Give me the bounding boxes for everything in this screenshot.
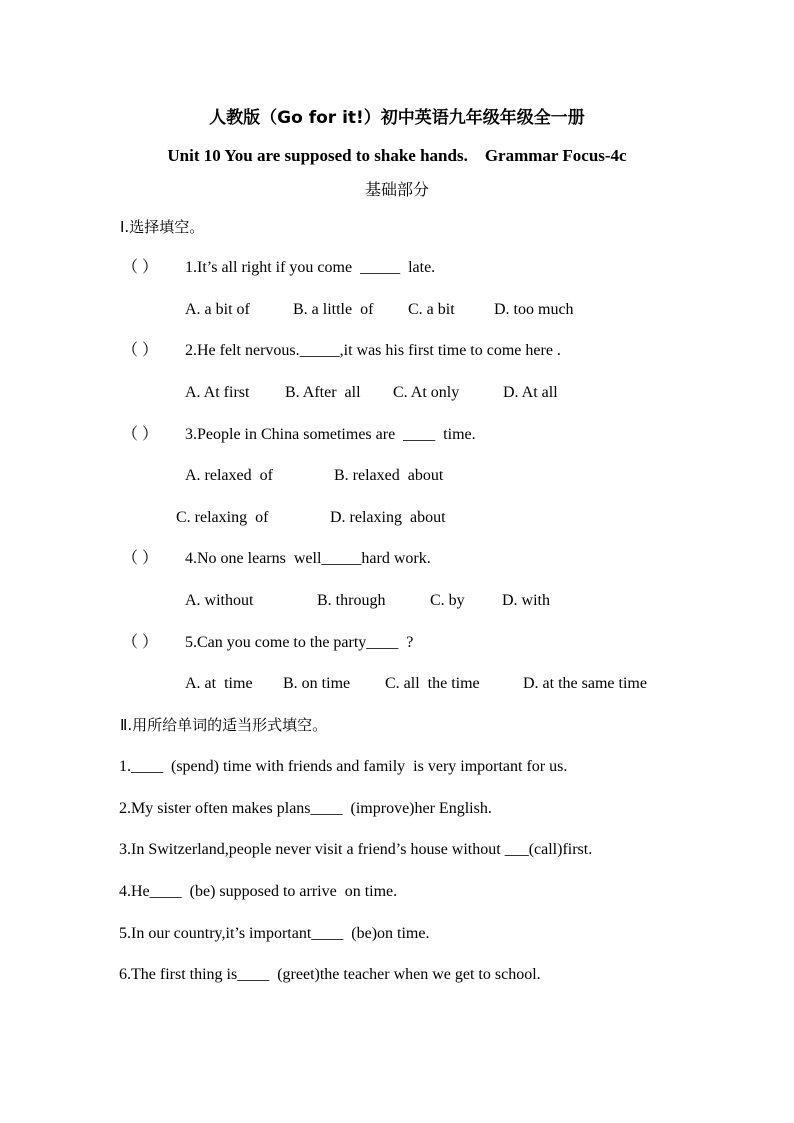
q1-option-a: A. a bit of xyxy=(185,301,250,318)
fill-item-5: 5.In our country,it’s important____ (be)on time. xyxy=(119,925,430,942)
fill-item-3: 3.In Switzerland,people never visit a friend’s house without ___(call)first. xyxy=(119,841,593,858)
q2-option-d: D. At all xyxy=(503,384,558,401)
q1-option-b: B. a little of xyxy=(293,301,374,318)
q2-option-a: A. At first xyxy=(185,384,250,401)
answer-paren: （ ） xyxy=(122,259,159,276)
q2-option-b: B. After all xyxy=(285,384,361,401)
q3-option-a: A. relaxed of xyxy=(185,467,273,484)
q3-option-d: D. relaxing about xyxy=(330,509,446,526)
fill-item-1: 1.____ (spend) time with friends and family is very important for us. xyxy=(119,758,568,775)
q3-option-b: B. relaxed about xyxy=(334,467,444,484)
answer-paren: （ ） xyxy=(122,634,159,651)
answer-paren: （ ） xyxy=(122,426,159,443)
section-1-heading: Ⅰ.选择填空。 xyxy=(120,218,205,236)
question-2: 2.He felt nervous._____,it was his first time to come here . xyxy=(185,342,561,359)
q1-option-d: D. too much xyxy=(494,301,574,318)
unit-title: Unit 10 You are supposed to shake hands. Grammar Focus-4c xyxy=(167,146,627,165)
q5-option-c: C. all the time xyxy=(385,675,480,692)
q4-option-b: B. through xyxy=(317,592,386,609)
q4-option-d: D. with xyxy=(502,592,550,609)
q4-option-a: A. without xyxy=(185,592,254,609)
q1-option-c: C. a bit xyxy=(408,301,455,318)
question-5: 5.Can you come to the party____ ? xyxy=(185,634,414,651)
question-4: 4.No one learns well_____hard work. xyxy=(185,550,431,567)
question-1: 1.It’s all right if you come _____ late. xyxy=(185,259,436,276)
fill-item-6: 6.The first thing is____ (greet)the teacher when we get to school. xyxy=(119,966,541,983)
q2-option-c: C. At only xyxy=(393,384,460,401)
page-title: 人教版（Go for it!）初中英语九年级年级全一册 xyxy=(209,108,585,128)
part-title: 基础部分 xyxy=(364,180,429,199)
fill-item-2: 2.My sister often makes plans____ (improve)her English. xyxy=(119,800,492,817)
answer-paren: （ ） xyxy=(122,342,159,359)
fill-item-4: 4.He____ (be) supposed to arrive on time. xyxy=(119,883,398,900)
section-2-heading: Ⅱ.用所给单词的适当形式填空。 xyxy=(120,716,328,734)
q4-option-c: C. by xyxy=(430,592,465,609)
q3-option-c: C. relaxing of xyxy=(176,509,269,526)
question-3: 3.People in China sometimes are ____ time. xyxy=(185,426,476,443)
answer-paren: （ ） xyxy=(122,550,159,567)
q5-option-b: B. on time xyxy=(283,675,351,692)
q5-option-d: D. at the same time xyxy=(523,675,647,692)
q5-option-a: A. at time xyxy=(185,675,253,692)
